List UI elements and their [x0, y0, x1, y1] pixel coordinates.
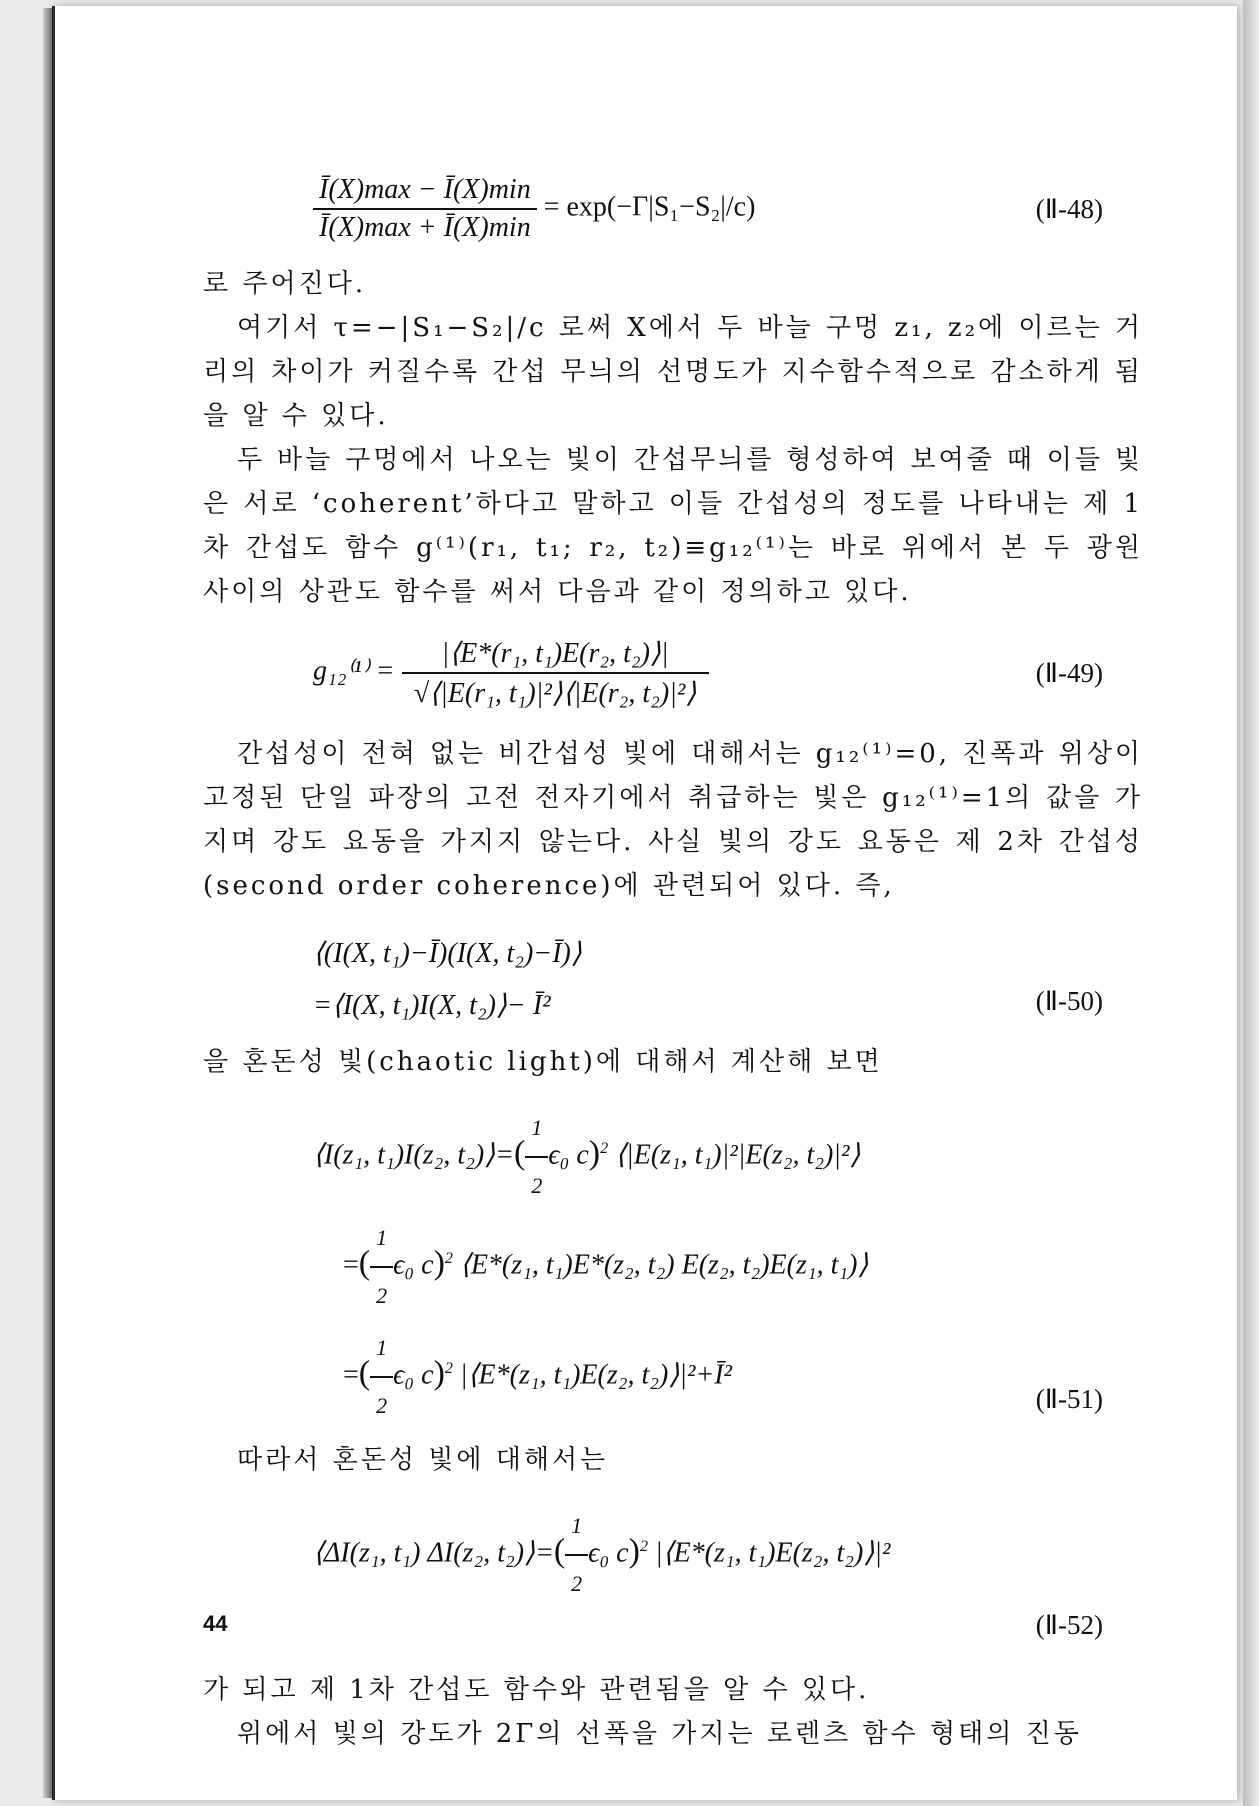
exponent: 2: [639, 1538, 648, 1556]
prefactor-symbol: ϵ₀ c: [393, 1359, 434, 1391]
equation-number: (Ⅱ-52): [1035, 1610, 1103, 1640]
fraction-denominator: √⟨|E(r₁, t₁)|²⟩⟨|E(r₂, t₂)|²⟩: [413, 678, 697, 709]
fraction-denominator: 2: [376, 1393, 388, 1418]
equation-rhs: ⟨|E(z₁, t₁)|²|E(z₂, t₂)|²⟩: [615, 1139, 861, 1171]
equation-math: [313, 636, 709, 710]
paren-close: ): [628, 1532, 640, 1570]
fraction-numerator: |⟨E*(r₁, t₁)E(r₂, t₂)⟩|: [402, 636, 709, 674]
equation-number-line: [203, 1610, 1143, 1650]
equation-number-line: [203, 986, 1143, 1026]
exponent: 2: [600, 1140, 609, 1158]
fraction-denominator: 2: [531, 1173, 543, 1198]
prefactor-symbol: ϵ₀ c: [548, 1139, 589, 1171]
paragraph: 위에서 빛의 강도가 2Γ의 선폭을 가지는 로렌츠 함수 형태의 진동: [237, 1719, 1082, 1749]
paren-open: (: [358, 1244, 371, 1282]
prefactor-symbol: ϵ₀ c: [393, 1249, 434, 1281]
equation-lhs: ⟨I(z₁, t₁)I(z₂, t₂)⟩=: [313, 1139, 514, 1171]
equation-line: [313, 1102, 1143, 1212]
equation-II-48: [203, 174, 1143, 244]
equation-lines: [313, 1102, 1143, 1432]
equation-line: =⟨I(X, t₁)I(X, t₂)⟩− Ī²: [313, 990, 551, 1021]
fraction-numerator: Ī(X)max − Ī(X)min: [313, 174, 537, 210]
fraction-denominator: 2: [571, 1571, 583, 1596]
page-number: 44: [203, 1611, 228, 1636]
page-content: [203, 156, 1143, 1756]
equation-II-50: [203, 928, 1143, 1026]
equation-number: (Ⅱ-51): [1035, 1384, 1103, 1414]
equals-sign: =: [343, 1359, 359, 1391]
paren-close: ): [433, 1244, 445, 1282]
equation-II-51: [203, 1102, 1143, 1424]
equation-number: (Ⅱ-50): [1035, 986, 1103, 1016]
equation-rhs: |⟨E*(z₁, t₁)E(z₂, t₂)⟩|²+Ī²: [459, 1359, 732, 1391]
equation-II-49: [203, 636, 1143, 710]
fraction-numerator: 1: [370, 1212, 393, 1268]
fraction-numerator: 1: [370, 1322, 393, 1378]
fraction: [565, 1500, 588, 1610]
exponent: 2: [444, 1360, 453, 1378]
equation-number-line: [203, 1384, 1143, 1424]
paragraph: 가 되고 제 1차 간섭도 함수와 관련됨을 알 수 있다.: [203, 1675, 870, 1705]
paragraph: 두 바늘 구멍에서 나오는 빛이 간섭무늬를 형성하여 보여줄 때 이들 빛은 서로 ‘coherent’하다고 말하고 이들 간섭성의 정도를 나타내는 제 1차 간섭도 함수 g⁽¹⁾(r₁, t₁; r₂, t₂)≡g₁₂⁽¹⁾는 바로 위에서 본 두 광원 사이의 상관도 함수를 써서 다음과 같이 정의하고 있다.: [203, 445, 1143, 607]
equation-line: [313, 1500, 1143, 1610]
equation-line: [313, 1212, 1143, 1322]
paragraph: 따라서 혼돈성 빛에 대해서는: [237, 1445, 609, 1475]
paren-open: (: [513, 1134, 526, 1172]
equation-lines: [313, 1500, 1143, 1610]
paren-open: (: [358, 1354, 371, 1392]
fraction-denominator: Ī(X)max + Ī(X)min: [319, 212, 531, 243]
equation-rhs: ⟨E*(z₁, t₁)E*(z₂, t₂) E(z₂, t₂)E(z₁, t₁)⟩: [459, 1249, 869, 1281]
paragraph: 여기서 τ=−|S₁−S₂|/c 로써 X에서 두 바늘 구멍 z₁, z₂에 이르는 거리의 차이가 커질수록 간섭 무늬의 선명도가 지수함수적으로 감소하게 됨을 알 수 있다.: [203, 313, 1143, 431]
equation-lhs: g₁₂⁽¹⁾ =: [313, 655, 395, 687]
fraction: [525, 1102, 548, 1212]
equation-II-52: [203, 1500, 1143, 1650]
equation-lhs: ⟨ΔI(z₁, t₁) ΔI(z₂, t₂)⟩=: [313, 1537, 554, 1569]
equation-math: [313, 174, 755, 244]
exponent: 2: [444, 1250, 453, 1268]
equation-rhs: |⟨E*(z₁, t₁)E(z₂, t₂)⟩|²: [654, 1537, 891, 1569]
page-edge-shadow: [1243, 0, 1259, 1806]
fraction-denominator: 2: [376, 1283, 388, 1308]
equals-sign: =: [343, 1249, 359, 1281]
document-page: [52, 6, 1237, 1800]
paragraph: 을 혼돈성 빛(chaotic light)에 대해서 계산해 보면: [203, 1047, 883, 1077]
paragraph: 로 주어진다.: [203, 269, 367, 299]
equation-rhs: = exp(−Γ|S₁−S₂|/c): [543, 191, 756, 223]
fraction: [402, 636, 709, 710]
equation-number: (Ⅱ-49): [1035, 657, 1103, 688]
equation-number: (Ⅱ-48): [1035, 193, 1103, 224]
equation-line: ⟨(I(X, t₁)−Ī)(I(X, t₂)−Ī)⟩: [313, 938, 582, 969]
fraction: [313, 174, 537, 244]
paren-close: ): [588, 1134, 601, 1172]
paren-close: ): [433, 1354, 445, 1392]
prefactor-symbol: ϵ₀ c: [588, 1537, 629, 1569]
fraction-numerator: 1: [525, 1102, 548, 1158]
fraction-numerator: 1: [565, 1500, 588, 1556]
fraction: [370, 1212, 393, 1322]
paragraph: 간섭성이 전혀 없는 비간섭성 빛에 대해서는 g₁₂⁽¹⁾=0, 진폭과 위상이 고정된 단일 파장의 고전 전자기에서 취급하는 빛은 g₁₂⁽¹⁾=1의 값을 가지며 강도 요동을 가지지 않는다. 사실 빛의 강도 요동은 제 2차 간섭성(second order coherence)에 관련되어 있다. 즉,: [203, 739, 1143, 901]
paren-open: (: [553, 1532, 566, 1570]
